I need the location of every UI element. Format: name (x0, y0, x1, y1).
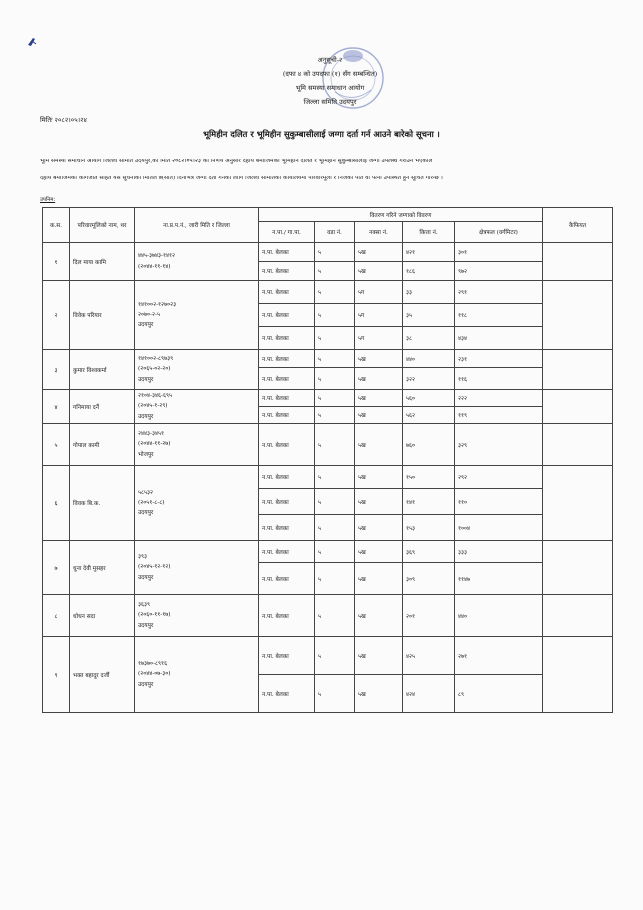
citizenship-detail-line: उदयपुर (138, 376, 154, 383)
notice-title: भूमिहीन दलित र भूमिहीन सुकुम्बासीलाई जग्गा दर्ता गर्न आउने बारेको सूचना । (203, 129, 440, 139)
area-cell: २२२ (455, 390, 543, 407)
municipality-cell: न.पा. बेलका (259, 262, 315, 281)
plot-number-cell: १५३ (403, 515, 455, 541)
ward-cell: ५ (315, 466, 355, 489)
land-distribution-table (42, 207, 613, 713)
map-number-cell: ५ग (355, 327, 403, 350)
table-row (43, 390, 613, 407)
area-cell: ११६ (455, 368, 543, 390)
plot-number-cell: ३०९ (403, 563, 455, 595)
header-municipality: न.पा./ गा.पा. (259, 222, 315, 243)
map-number-cell: ५ख (355, 541, 403, 563)
family-head-name-cell: भक्त बहादुर दर्जी (70, 637, 135, 713)
map-number-cell: ५ख (355, 262, 403, 281)
plot-number-cell: ३५ (403, 304, 455, 327)
area-cell: ११० (455, 489, 543, 515)
serial-number-cell: ३ (43, 350, 70, 390)
map-number-cell: ५ख (355, 675, 403, 713)
pen-mark-icon (26, 35, 38, 49)
citizenship-detail-line: (२०४४-११-२७) (138, 441, 171, 448)
plot-number-cell: ३२२ (403, 368, 455, 390)
area-cell: २९२ (455, 466, 543, 489)
area-cell: ११४७ (455, 563, 543, 595)
area-cell: २३१ (455, 350, 543, 368)
remarks-cell (543, 243, 613, 281)
area-cell: ३३३ (455, 541, 543, 563)
map-number-cell: ५ख (355, 637, 403, 675)
table-row (43, 541, 613, 563)
ward-cell: ५ (315, 595, 355, 637)
municipality-cell: न.पा. बेलका (259, 390, 315, 407)
ward-cell: ५ (315, 350, 355, 368)
map-number-cell: ५ग (355, 281, 403, 304)
citizenship-detail-line: उदयपुर (138, 322, 154, 329)
table-row (43, 243, 613, 262)
area-cell: ३०१ (455, 243, 543, 262)
municipality-cell: न.पा. बेलका (259, 541, 315, 563)
citizenship-detail-line: ३६३९ (138, 602, 151, 609)
plot-number-cell: २०१ (403, 595, 455, 637)
header-area: क्षेत्रफल (वर्गमिटर) (455, 222, 543, 243)
serial-number-cell: ६ (43, 466, 70, 541)
citizenship-detail-line: (२०४४-०७-३०) (138, 671, 171, 678)
header-ward: वडा नं. (315, 222, 355, 243)
notice-paragraph-line-2: देहाय बमोजिमको कागजात सहित यस सूचनाको मितिले ७(सात) दिनभित्र जग्गा दर्ता गर्नको लागि जिल्ला समितिको कार्यालयमा परिवारमूली र निजको पति वा पत्नी उपस्थित हुन सूचित गरिन्छ । (40, 176, 443, 181)
serial-number-cell: २ (43, 281, 70, 350)
municipality-cell: न.पा. बेलका (259, 637, 315, 675)
municipality-cell: न.पा. बेलका (259, 407, 315, 424)
plot-number-cell: ४२१ (403, 243, 455, 262)
ward-cell: ५ (315, 243, 355, 262)
serial-number-cell: १ (43, 243, 70, 281)
area-cell: ३२९ (455, 424, 543, 466)
plot-number-cell: ४२४ (403, 675, 455, 713)
area-cell: ११८ (455, 304, 543, 327)
remarks-cell (543, 466, 613, 541)
municipality-cell: न.पा. बेलका (259, 368, 315, 390)
citizenship-detail-line: उदयपुर (138, 574, 154, 581)
citizenship-detail-line: उदयपुर (138, 622, 154, 629)
citizenship-details-cell (135, 541, 259, 595)
ward-cell: ५ (315, 563, 355, 595)
ward-cell: ५ (315, 327, 355, 350)
citizenship-detail-line: १४१००२-८९७३९ (138, 356, 174, 363)
citizenship-detail-line: उदयपुर (138, 681, 154, 688)
ward-cell: ५ (315, 637, 355, 675)
family-head-name-cell: दिल माया कामि (70, 243, 135, 281)
area-cell: २७१ (455, 637, 543, 675)
municipality-cell: न.पा. बेलका (259, 281, 315, 304)
citizenship-details-cell (135, 637, 259, 713)
ward-cell: ५ (315, 675, 355, 713)
citizenship-detail-line: उदयपुर (138, 413, 154, 420)
remarks-cell (543, 390, 613, 424)
serial-number-cell: ८ (43, 595, 70, 637)
family-head-name-cell: गोपाल कामी (70, 424, 135, 466)
remarks-cell (543, 350, 613, 390)
ward-cell: ५ (315, 262, 355, 281)
attachment-label: उपनिम: (40, 197, 56, 203)
plot-number-cell: ५६२ (403, 407, 455, 424)
table-row (43, 281, 613, 304)
municipality-cell: न.पा. बेलका (259, 675, 315, 713)
notice-date: मितिः २०८२।०५।२४ (40, 116, 87, 124)
ward-cell: ५ (315, 390, 355, 407)
municipality-cell: न.पा. बेलका (259, 563, 315, 595)
plot-number-cell: १८६ (403, 262, 455, 281)
remarks-cell (543, 637, 613, 713)
municipality-cell: न.पा. बेलका (259, 424, 315, 466)
citizenship-details-cell (135, 595, 259, 637)
citizenship-details-cell (135, 281, 259, 350)
table-row (43, 350, 613, 368)
citizenship-detail-line: २१०४-३४६-६९५ (138, 393, 173, 400)
citizenship-detail-line: (२०६०-११-१७) (138, 612, 171, 619)
family-head-name-cell: धुना देवी मुसहर (70, 541, 135, 595)
citizenship-detail-line: ५८५३२ (138, 489, 154, 496)
map-number-cell: ५ख (355, 390, 403, 407)
table-row (43, 595, 613, 637)
ward-cell: ५ (315, 424, 355, 466)
header-map-number: नक्सा नं. (355, 222, 403, 243)
plot-number-cell: ३८ (403, 327, 455, 350)
family-head-name-cell: कुमार विश्वकर्मा (70, 350, 135, 390)
citizenship-detail-line: (२०४४-११-१४) (138, 263, 171, 270)
remarks-cell (543, 541, 613, 595)
citizenship-details-cell (135, 424, 259, 466)
map-number-cell: ५ख (355, 368, 403, 390)
map-number-cell: ५ख (355, 489, 403, 515)
area-cell: ४४० (455, 595, 543, 637)
notice-paragraph-line-1: भूमि समस्या समाधान आयोग जिल्ला समिति उदयपुर,को मिति २०८२।०५।२३ को निर्णय अनुसार देहाय बमोजिमका भूमिहीन दलित र भूमिहीन सुकुम्बासीलाई जग्गा उपलब्ध गराउने भएकाले (40, 159, 433, 164)
ward-cell: ५ (315, 281, 355, 304)
citizenship-detail-line: (२०४५-१२-१२) (138, 564, 171, 571)
municipality-cell: न.पा. बेलका (259, 350, 315, 368)
citizenship-details-cell (135, 243, 259, 281)
municipality-cell: न.पा. बेलका (259, 515, 315, 541)
plot-number-cell: ३६९ (403, 541, 455, 563)
header-remarks: कैफियत (543, 208, 613, 243)
ward-cell: ५ (315, 515, 355, 541)
citizenship-details-cell (135, 350, 259, 390)
family-head-name-cell: गनिमाया दर्नै (70, 390, 135, 424)
header-line-4: जिल्ला समिति उदयपुर (303, 98, 357, 106)
citizenship-details-cell (135, 466, 259, 541)
plot-number-cell: ७६० (403, 424, 455, 466)
header-plot-number: कित्ता नं. (403, 222, 455, 243)
ward-cell: ५ (315, 304, 355, 327)
citizenship-detail-line: (२०४५-१-२९) (138, 403, 168, 410)
area-cell: ९७२ (455, 262, 543, 281)
area-cell: ८९ (455, 675, 543, 713)
municipality-cell: न.पा. बेलका (259, 489, 315, 515)
header-line-3: भूमि समस्या समाधान आयोग (295, 84, 365, 92)
map-number-cell: ५ग (355, 304, 403, 327)
plot-number-cell: १५० (403, 466, 455, 489)
municipality-cell: न.पा. बेलका (259, 304, 315, 327)
municipality-cell: न.पा. बेलका (259, 243, 315, 262)
municipality-cell: न.पा. बेलका (259, 595, 315, 637)
header-citizenship-details: ना.प्र.प.नं., जारी मिति र जिल्ला (135, 208, 259, 243)
map-number-cell: ५ख (355, 515, 403, 541)
citizenship-detail-line: ३९३ (138, 554, 148, 561)
citizenship-detail-line: (२०६५-०२-२०) (138, 366, 171, 373)
table-row (43, 424, 613, 466)
header-line-1: अनुसूची-२ (317, 56, 343, 64)
area-cell: ४३४ (455, 327, 543, 350)
serial-number-cell: ७ (43, 541, 70, 595)
municipality-cell: न.पा. बेलका (259, 466, 315, 489)
area-cell: २९१ (455, 281, 543, 304)
family-head-name-cell: विवेक परियार (70, 281, 135, 350)
citizenship-detail-line: २४४३-३४५१ (138, 431, 165, 438)
ward-cell: ५ (315, 368, 355, 390)
ward-cell: ५ (315, 541, 355, 563)
remarks-cell (543, 281, 613, 350)
citizenship-detail-line: १७३७०-८९१६ (138, 661, 168, 668)
family-head-name-cell: धोधन सदा (70, 595, 135, 637)
plot-number-cell: ५६० (403, 390, 455, 407)
map-number-cell: ५ख (355, 563, 403, 595)
map-number-cell: ५ख (355, 466, 403, 489)
plot-number-cell: ४४० (403, 350, 455, 368)
map-number-cell: ५ख (355, 424, 403, 466)
remarks-cell (543, 595, 613, 637)
serial-number-cell: ९ (43, 637, 70, 713)
header-land-details-group: वितरण गरिने जग्गाको विवरण (259, 208, 543, 222)
remarks-cell (543, 424, 613, 466)
map-number-cell: ५ख (355, 595, 403, 637)
citizenship-detail-line: १४१००२-१२७०२३ (138, 301, 177, 308)
citizenship-detail-line: भोजपुर (138, 451, 154, 458)
table-row (43, 466, 613, 489)
citizenship-detail-line: ४४५-३७४३-१४१२ (138, 253, 176, 260)
serial-number-cell: ५ (43, 424, 70, 466)
area-cell: १००४ (455, 515, 543, 541)
area-cell: ११९ (455, 407, 543, 424)
citizenship-details-cell (135, 390, 259, 424)
serial-number-cell: ४ (43, 390, 70, 424)
ward-cell: ५ (315, 407, 355, 424)
header-serial-number: क.स. (43, 208, 70, 243)
map-number-cell: ५ख (355, 407, 403, 424)
map-number-cell: ५ख (355, 243, 403, 262)
family-head-name-cell: विवक बि.क. (70, 466, 135, 541)
citizenship-detail-line: २०७०-२-५ (138, 311, 161, 318)
header-family-head-name: परिवारमूलिको नाम, थर (70, 208, 135, 243)
plot-number-cell: १४१ (403, 489, 455, 515)
citizenship-detail-line: उदयपुर (138, 510, 154, 517)
map-number-cell: ५ख (355, 350, 403, 368)
citizenship-detail-line: (२०५१-८-८) (138, 499, 165, 506)
municipality-cell: न.पा. बेलका (259, 327, 315, 350)
table-row (43, 637, 613, 675)
ward-cell: ५ (315, 489, 355, 515)
plot-number-cell: ४२५ (403, 637, 455, 675)
plot-number-cell: ३३ (403, 281, 455, 304)
header-line-2: (दफा ४ को उपदफा (१) सँग सम्बन्धित) (282, 70, 378, 78)
